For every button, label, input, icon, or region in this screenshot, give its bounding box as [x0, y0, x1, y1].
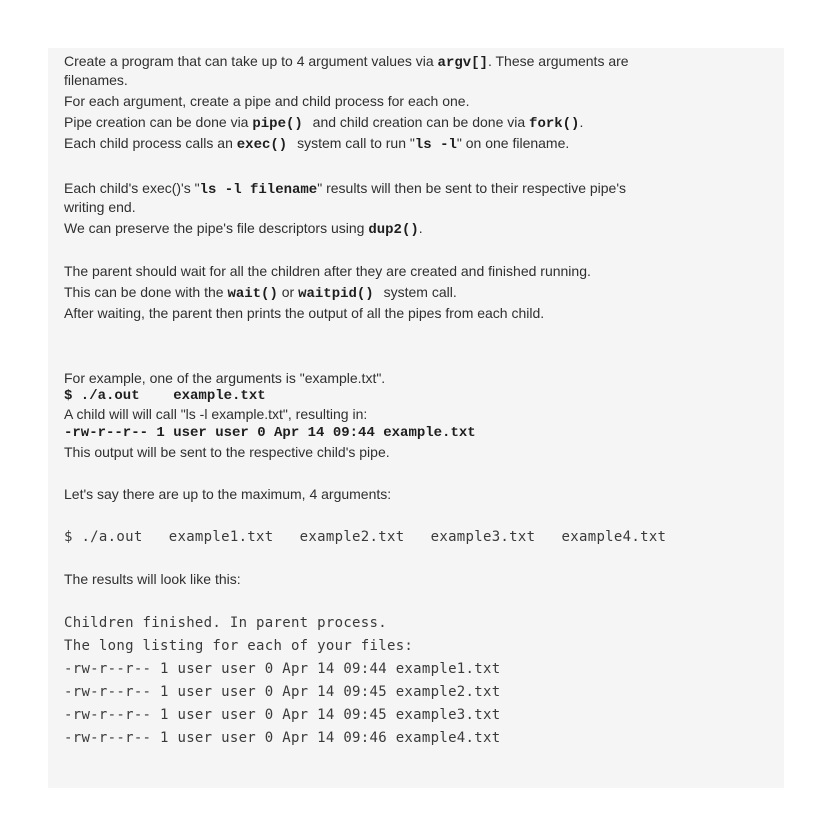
text: This can be done with the: [64, 284, 228, 300]
parent-line-1: The parent should wait for all the children after they are created and finished running.: [64, 263, 591, 279]
assignment-card: [48, 48, 784, 788]
exec-line-2: writing end.: [64, 199, 136, 215]
text: .: [579, 114, 584, 130]
text: Each child's exec()'s ": [64, 180, 200, 196]
output-line: Children finished. In parent process.: [64, 615, 387, 631]
output-line: The long listing for each of your files:: [64, 638, 414, 654]
intro-line-1: [64, 52, 629, 72]
text: " on one filename.: [456, 135, 570, 151]
text: system call.: [379, 284, 457, 300]
text: .: [418, 220, 423, 236]
text: system call to run ": [293, 135, 415, 151]
code-argv: argv[]: [437, 55, 488, 71]
example-command-4-args: $ ./a.out example1.txt example2.txt example3.txt example4.txt: [64, 529, 667, 545]
text: We can preserve the pipe's file descriptors using: [64, 220, 369, 236]
code-ls: ls -l: [414, 137, 457, 153]
text: " results will then be sent to their respective pipe's: [317, 180, 627, 196]
parent-line-3: After waiting, the parent then prints the output of all the pipes from each child.: [64, 305, 545, 321]
exec-line-3: [64, 219, 423, 239]
text: . These arguments are: [487, 53, 629, 69]
intro-line-4: [64, 113, 583, 133]
text: Pipe creation can be done via: [64, 114, 253, 130]
example-line-5: The results will look like this:: [64, 571, 241, 587]
output-line: -rw-r--r-- 1 user user 0 Apr 14 09:45 example3.txt: [64, 707, 501, 723]
code-pipe: pipe(): [252, 116, 303, 132]
example-command: $ ./a.out example.txt: [64, 388, 266, 404]
code-wait: wait(): [227, 286, 278, 302]
intro-line-5: [64, 134, 569, 154]
parent-line-2: [64, 283, 457, 303]
text: or: [277, 284, 299, 300]
text: Create a program that can take up to 4 argument values via: [64, 53, 438, 69]
exec-line-1: [64, 179, 626, 199]
output-line: -rw-r--r-- 1 user user 0 Apr 14 09:45 example2.txt: [64, 684, 501, 700]
example-line-1: For example, one of the arguments is "example.txt".: [64, 370, 386, 386]
text: and child creation can be done via: [308, 114, 530, 130]
intro-line-2: filenames.: [64, 72, 128, 88]
code-fork: fork(): [529, 116, 580, 132]
example-listing: -rw-r--r-- 1 user user 0 Apr 14 09:44 example.txt: [64, 425, 476, 441]
example-line-2: A child will will call "ls -l example.txt", resulting in:: [64, 406, 368, 422]
output-line: -rw-r--r-- 1 user user 0 Apr 14 09:44 example1.txt: [64, 661, 501, 677]
output-line: -rw-r--r-- 1 user user 0 Apr 14 09:46 example4.txt: [64, 730, 501, 746]
example-line-4: Let's say there are up to the maximum, 4 arguments:: [64, 486, 392, 502]
text: Each child process calls an: [64, 135, 237, 151]
intro-line-3: For each argument, create a pipe and child process for each one.: [64, 93, 470, 109]
code-exec: exec(): [236, 137, 288, 153]
code-dup2: dup2(): [368, 222, 419, 238]
code-ls-filename: ls -l filename: [199, 182, 318, 198]
example-line-3: This output will be sent to the respective child's pipe.: [64, 444, 390, 460]
code-waitpid: waitpid(): [298, 286, 374, 302]
